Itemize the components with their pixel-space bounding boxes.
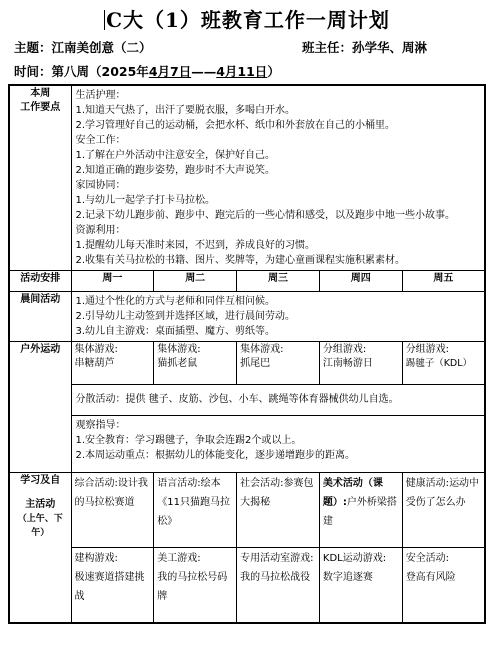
outdoor-guide-content: 观察指导： 1.安全教育：学习踢毽子，争取会连踢2个或以上。 2.本周运动重点：根据幼儿的体能变化，逐步递增跑步的距离。 xyxy=(71,416,485,473)
weekly-plan-table xyxy=(8,84,486,624)
outdoor-games-row xyxy=(9,342,485,385)
learning-thu-am: 美术活动（课题）:户外桥梁搭建 xyxy=(319,473,402,548)
theme-value: 江南美创意（二） xyxy=(51,40,152,55)
theme-line xyxy=(14,38,152,56)
outdoor-game-fri: 分组游戏: 踢毽子（KDL） xyxy=(402,342,485,385)
page-title: C大（1）班教育工作一周计划 xyxy=(106,8,390,32)
morning-label: 晨间活动 xyxy=(9,292,71,342)
outdoor-game-wed: 集体游戏: 抓尾巴 xyxy=(237,342,320,385)
focus-content: 生活护理： 1.知道天气热了，出汗了要脱衣服，多喝白开水。 2.学习管理好自己的运动桶，会把水杯、纸巾和外套放在自己的小桶里。 安全工作： 1.了解在户外活动中注意安全，保护好自己。 2.知道正确的跑步姿势，跑步时不大声说笑。 家园协同： 1.与幼儿一起学子打卡马拉松。 2.记录下幼儿跑步前、跑步中、跑完后的一些心情和感受，以及跑步中地一些小故事。 资源利用： 1.提醒幼儿每天准时来园，不迟到，养成良好的习惯。 2.收集有关马拉松的书籍、图片、奖牌等，为建心童画课程实施积累素材。 xyxy=(71,85,485,271)
day-wed: 周三 xyxy=(237,271,320,292)
outdoor-game-thu: 分组游戏: 江南畅游日 xyxy=(319,342,402,385)
outdoor-free-row xyxy=(9,385,485,416)
time-label: 时间： xyxy=(14,64,52,79)
learning-fri-pm: 安全活动: 登高有风险 xyxy=(402,548,485,624)
time-separator: —— xyxy=(191,64,217,79)
time-start: 4月7日 xyxy=(148,64,192,79)
morning-content: 1.通过个性化的方式与老师和同伴互相问候。 2.引导幼儿主动签到并选择区域，进行晨间劳动。 3.幼儿自主游戏：桌面插塑、魔方、剪纸等。 xyxy=(71,292,485,342)
learning-fri-am: 健康活动:运动中受伤了怎么办 xyxy=(402,473,485,548)
learning-tue-am: 语言活动:绘本《11只猫跑马拉松》 xyxy=(154,473,237,548)
learning-row-1 xyxy=(9,473,485,548)
day-mon: 周一 xyxy=(71,271,154,292)
schedule-row xyxy=(9,271,485,292)
teacher-value: 孙学华、周淋 xyxy=(352,40,428,55)
time-end: 4月11日 xyxy=(216,64,268,79)
day-tue: 周二 xyxy=(154,271,237,292)
learning-tue-pm: 美工游戏: 我的马拉松号码牌 xyxy=(154,548,237,624)
learning-thu-pm: KDL运动游戏: 数字追逐赛 xyxy=(319,548,402,624)
learning-row-2 xyxy=(9,548,485,624)
learning-mon-am: 综合活动:设计我的马拉松赛道 xyxy=(71,473,154,548)
day-fri: 周五 xyxy=(402,271,485,292)
outdoor-free-content: 分散活动：提供 毽子、皮筋、沙包、小车、跳绳等体育器械供幼儿自选。 xyxy=(71,385,485,416)
learning-mon-pm: 建构游戏: 极速赛道搭建挑战 xyxy=(71,548,154,624)
time-close: ） xyxy=(267,64,280,79)
teacher-label: 班主任： xyxy=(302,40,353,55)
learning-label: 学习及自 主活动 （上午、下午） xyxy=(9,473,71,624)
outdoor-game-mon: 集体游戏: 串糖葫芦 xyxy=(71,342,154,385)
theme-label: 主题： xyxy=(14,40,52,55)
outdoor-game-tue: 集体游戏: 猫抓老鼠 xyxy=(154,342,237,385)
outdoor-guide-row xyxy=(9,416,485,473)
learning-wed-pm: 专用活动室游戏:我的马拉松战役 xyxy=(237,548,320,624)
day-thu: 周四 xyxy=(319,271,402,292)
learning-wed-am: 社会活动:参赛包大揭秘 xyxy=(237,473,320,548)
schedule-label: 活动安排 xyxy=(9,271,71,292)
time-line xyxy=(14,62,280,80)
text-cursor xyxy=(104,10,105,30)
time-week: 第八周（2025年 xyxy=(51,64,149,79)
outdoor-label: 户外运动 xyxy=(9,342,71,473)
morning-row xyxy=(9,292,485,342)
teacher-line xyxy=(302,38,427,56)
focus-label: 本周 工作要点 xyxy=(9,85,71,271)
focus-row xyxy=(9,85,485,271)
